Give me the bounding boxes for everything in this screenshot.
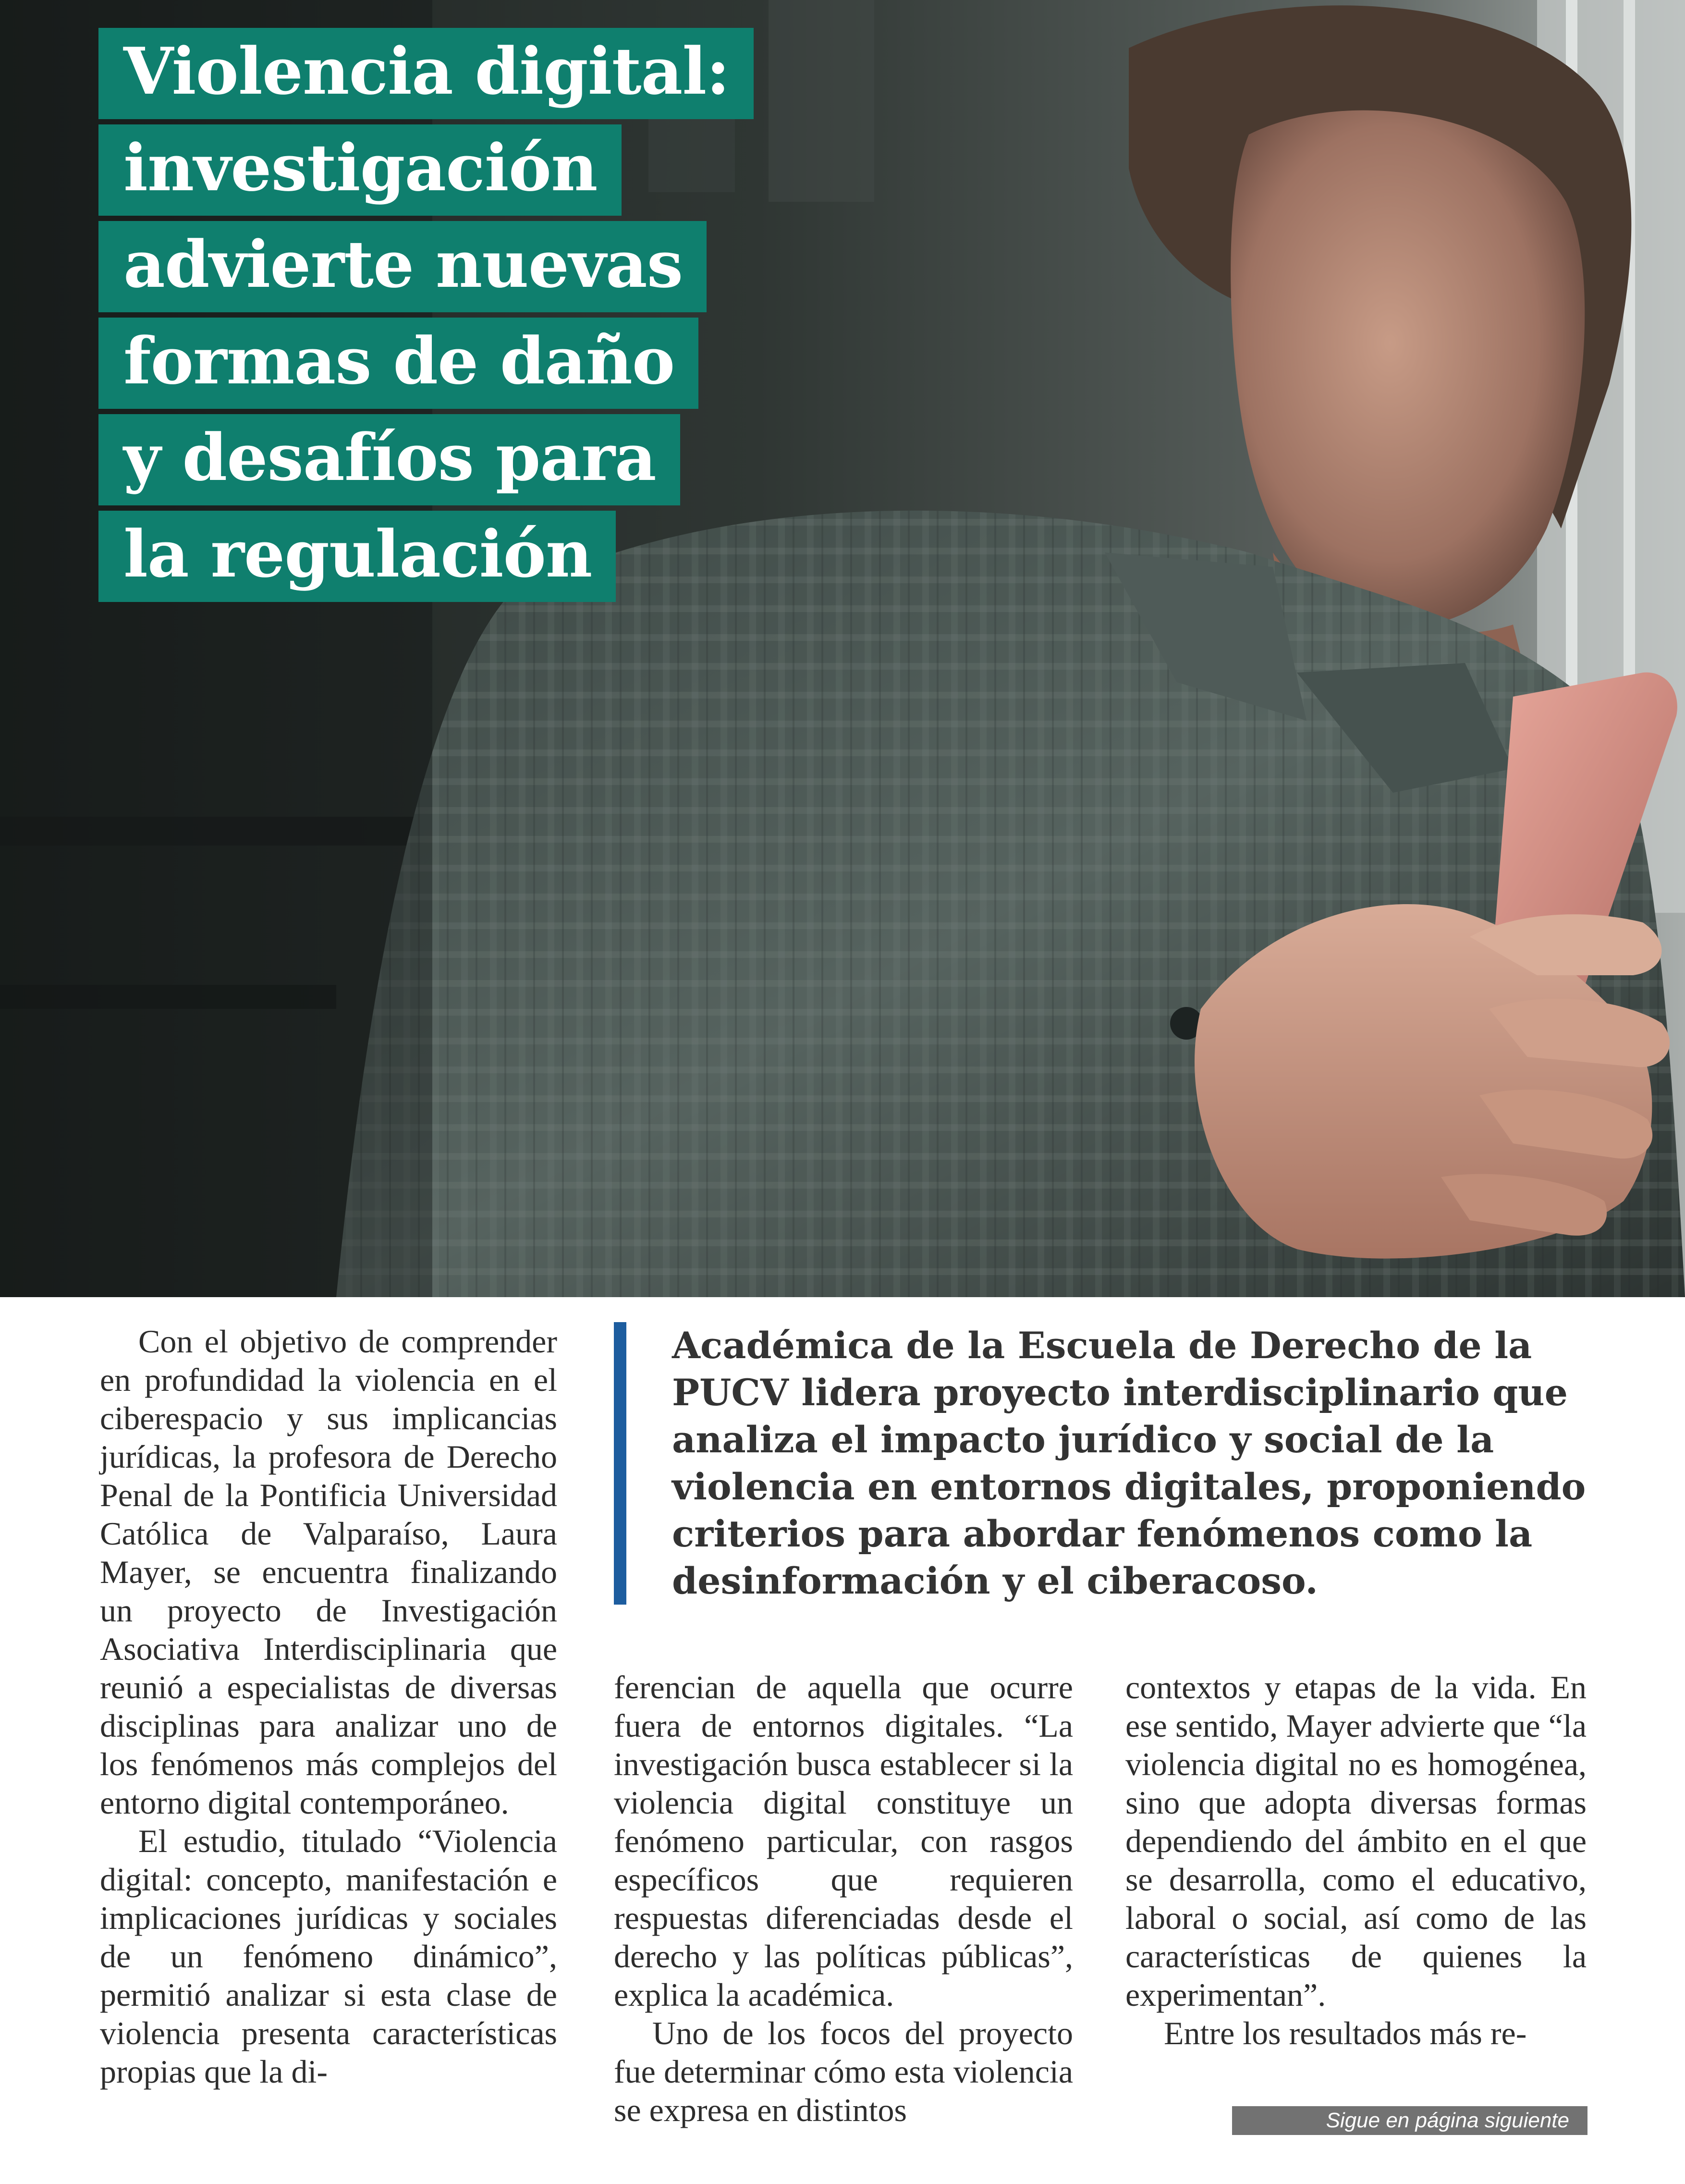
body-paragraph: Entre los resultados más re- (1164, 2015, 1527, 2051)
body-paragraph: Uno de los focos del proyecto fue determinar cómo esta violencia se expresa en distintos (614, 2015, 1073, 2128)
body-paragraph: ferencian de aquella que ocurre fuera de entornos digitales. “La investigación busca establecer si la violencia digital constituye un fenómeno particular, con rasgos específicos que requieren respuestas diferenciadas desde el derecho y las políticas públicas”, explica la académica. (614, 1669, 1073, 2013)
continues-next-page-label: Sigue en página siguiente (1232, 2106, 1587, 2135)
body-column-1 (100, 1322, 557, 2091)
headline-line: advierte nuevas (98, 221, 707, 312)
headline-line: investigación (98, 124, 622, 216)
headline-line: formas de daño (98, 318, 698, 409)
lead-paragraph: Académica de la Escuela de Derecho de la PUCV lidera proyecto interdisciplinario que analiza el impacto jurídico y social de la violencia en entornos digitales, proponiendo criterios para abordar fenómenos como la desinformación y el ciberacoso. (614, 1322, 1594, 1605)
body-paragraph: contextos y etapas de la vida. En ese sentido, Mayer advierte que “la violencia digital no es homogénea, sino que adopta diversas formas dependiendo del ámbito en el que se desarrolla, como el educativo, laboral o social, así como de las características de quienes la experimentan”. (1125, 1669, 1587, 2013)
headline-line: Violencia digital: (98, 28, 754, 119)
headline-line: la regulación (98, 511, 616, 602)
headline-line: y desafíos para (98, 414, 680, 505)
headline (98, 28, 781, 607)
body-paragraph: El estudio, titulado “Violencia digital: concepto, manifestación e implicaciones jurídicas y sociales de un fenómeno dinámico”, permitió analizar si esta clase de violencia presenta características propias que la di- (100, 1823, 557, 2090)
body-paragraph: Con el objetivo de comprender en profundidad la violencia en el ciberespacio y sus implicancias jurídicas, la profesora de Derecho Penal de la Pontificia Universidad Católica de Valparaíso, Laura Mayer, se encuentra finalizando un proyecto de Investigación Asociativa Interdisciplinaria que reunió a especialistas de diversas disciplinas para analizar uno de los fenómenos más complejos del entorno digital contemporáneo. (100, 1323, 557, 1821)
body-column-3 (1125, 1668, 1587, 2052)
body-column-2 (614, 1668, 1073, 2129)
